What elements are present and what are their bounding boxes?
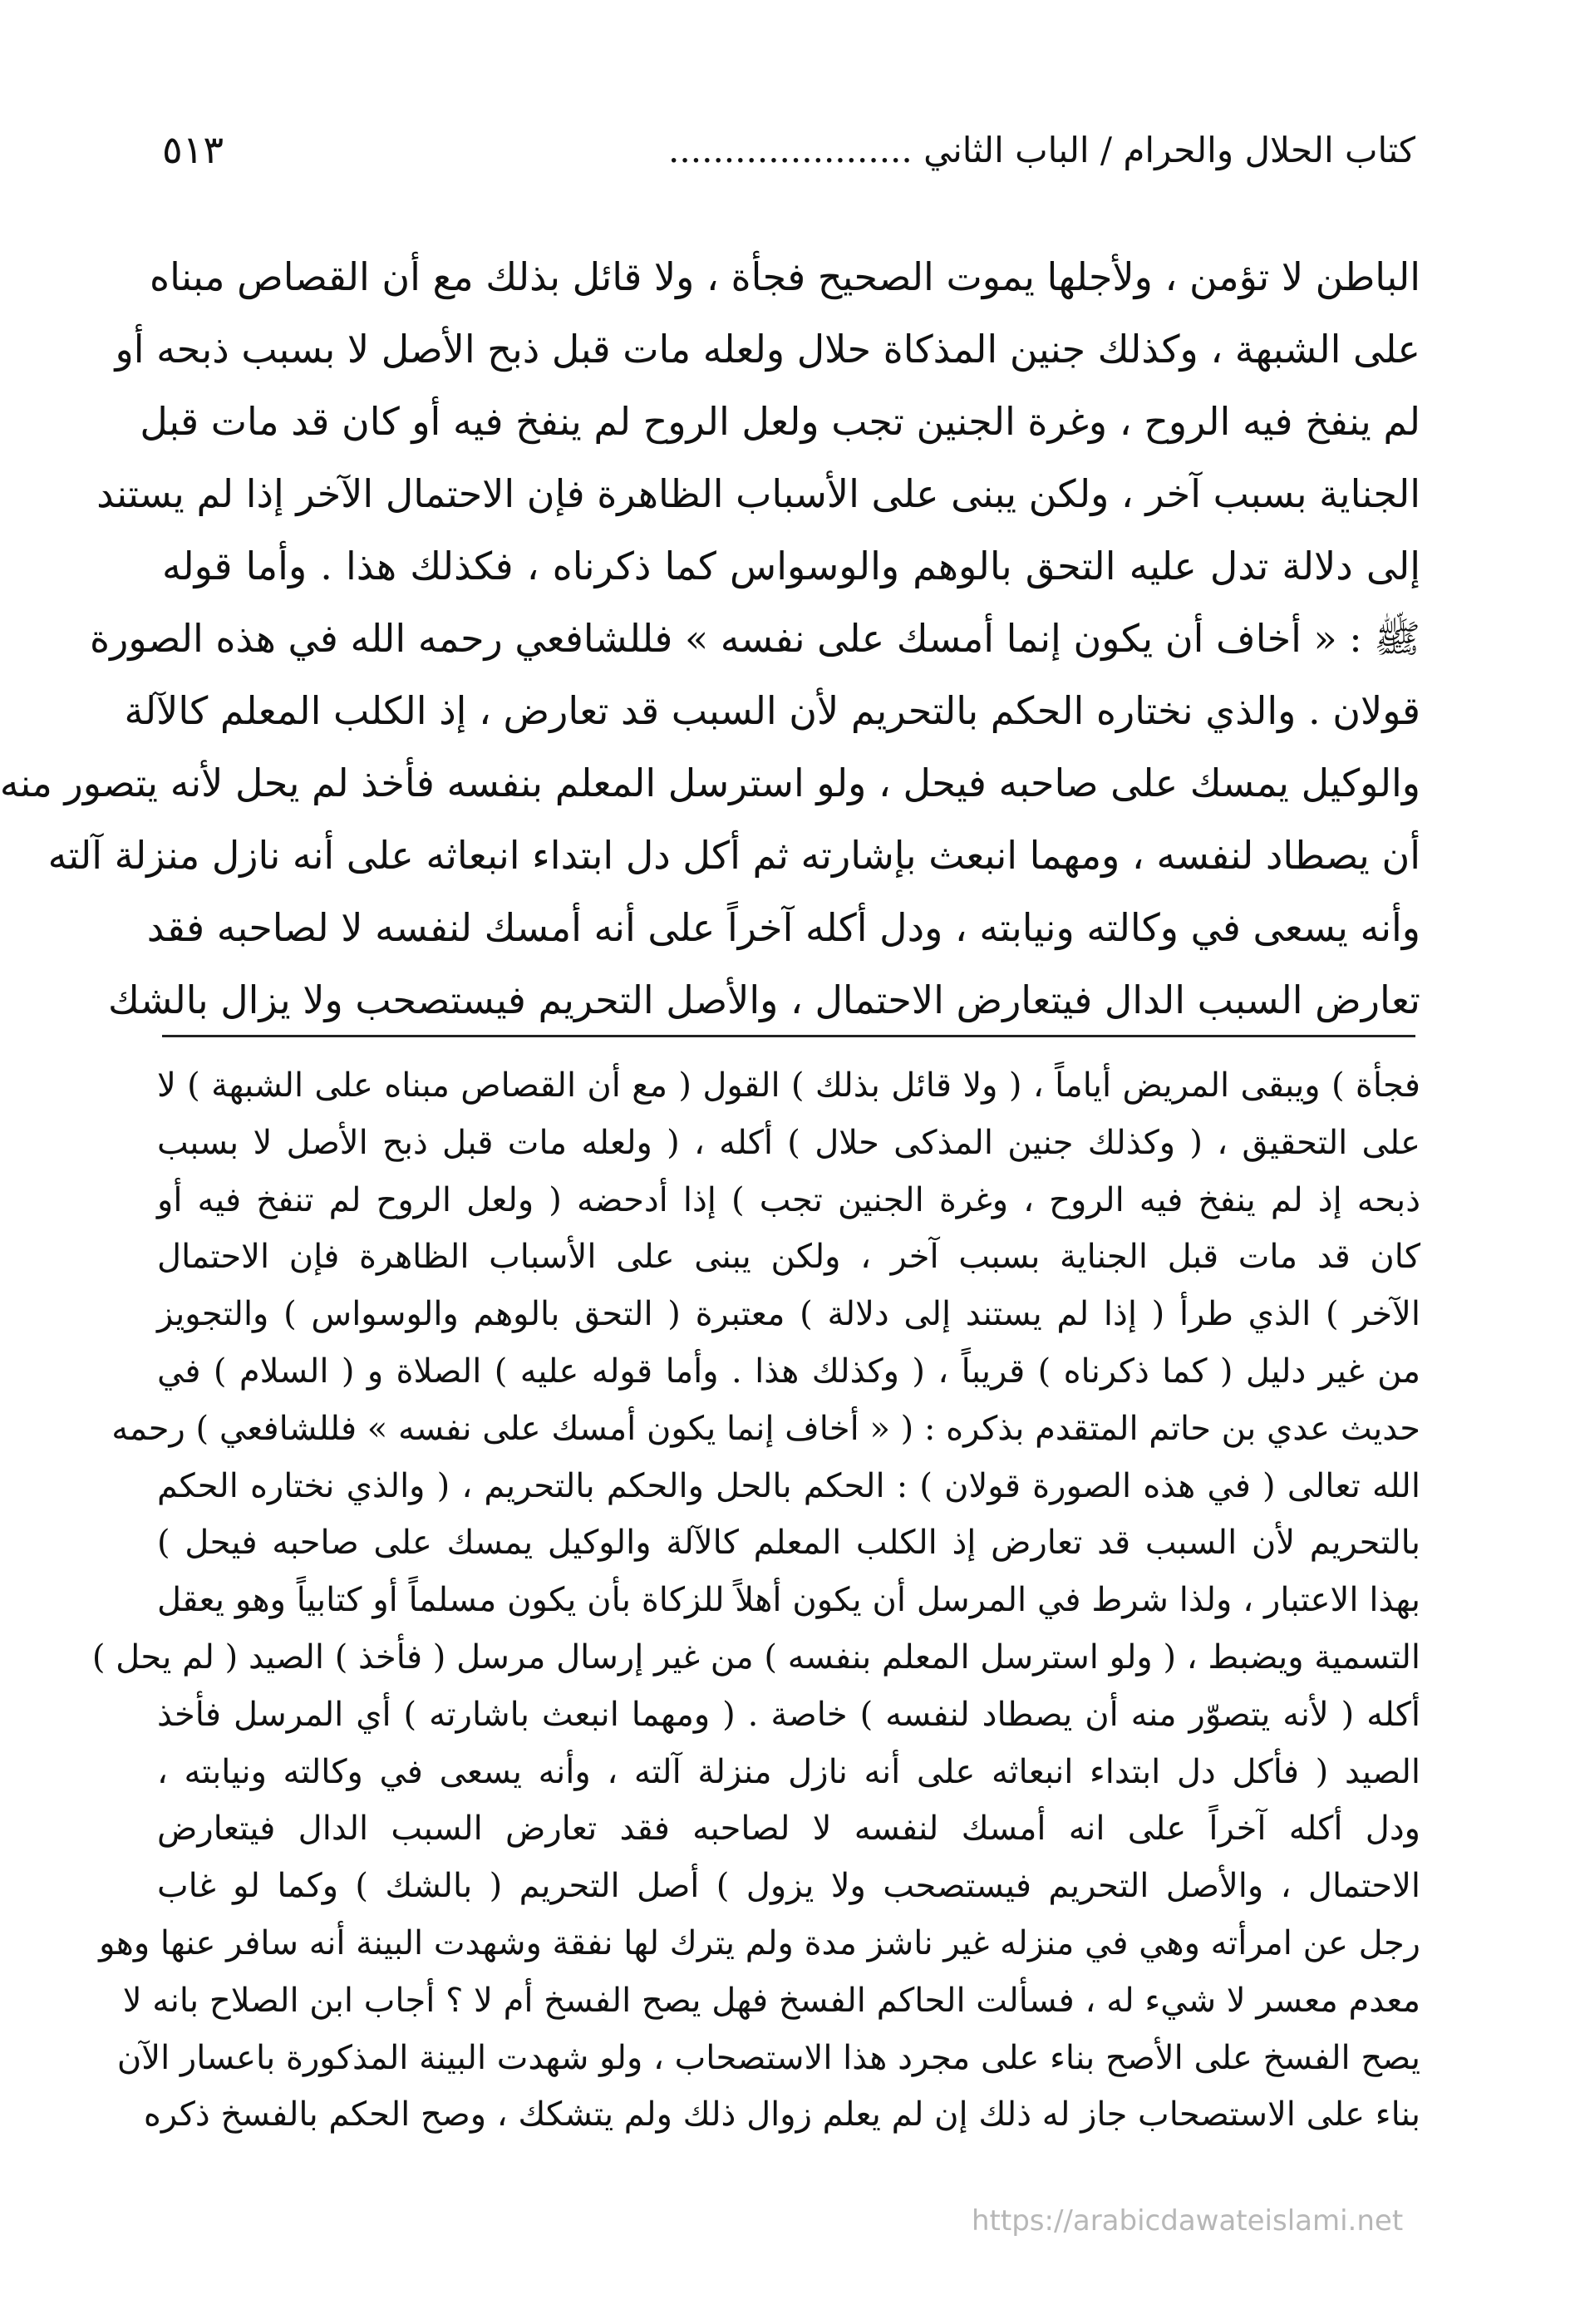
main-text-line: الجناية بسبب آخر ، ولكن يبنى على الأسباب الظاهرة فإن الاحتمال الآخر إذا لم يستند (96, 471, 1420, 516)
commentary-line: ذبحه إذ لم ينفخ فيه الروح ، وغرة الجنين تجب ) إذا أدحضه ( ولعل الروح لم تنفخ فيه أو (157, 1180, 1421, 1219)
main-text-line: قولان . والذي نختاره الحكم بالتحريم لأن السبب قد تعارض ، إذ الكلب المعلم كالآلة (124, 688, 1420, 733)
commentary-line: التسمية ويضبط ، ( ولو استرسل المعلم بنفسه ) من غير إرسال مرسل ( فأخذ ) الصيد ( لم يحل ) (91, 1637, 1420, 1677)
commentary-line: الصيد ( فأكل دل ابتداء انبعاثه على أنه نازل منزلة آلته ، وأنه يسعى في وكالته ونيابته ، (157, 1752, 1420, 1791)
commentary-line: بهذا الاعتبار ، ولذا شرط في المرسل أن يكون أهلاً للزكاة بأن يكون مسلماً أو كتابياً وهو يعقل (157, 1581, 1420, 1620)
main-text-line: على الشبهة ، وكذلك جنين المذكاة حلال ولعله مات قبل ذبح الأصل لا بسبب ذبحه أو (115, 327, 1420, 372)
page-header (162, 125, 1415, 175)
commentary-line: يصح الفسخ على الأصح بناء على مجرد هذا الاستصحاب ، ولو شهدت البينة المذكورة باعسار الآن (116, 2038, 1420, 2077)
section-divider (162, 1035, 1415, 1037)
commentary-line: ودل أكله آخراً على انه أمسك لنفسه لا لصاحبه فقد تعارض السبب الدال فيتعارض (157, 1809, 1420, 1849)
main-text-line: وأنه يسعى في وكالته ونيابته ، ودل أكله آخراً على أنه أمسك لنفسه لا لصاحبه فقد (146, 905, 1420, 950)
main-text-line: إلى دلالة تدل عليه التحق بالوهم والوسواس كما ذكرناه ، فكذلك هذا . وأما قوله (162, 544, 1420, 588)
commentary-line: كان قد مات قبل الجناية بسبب آخر ، ولكن يبنى على الأسباب الظاهرة فإن الاحتمال (157, 1238, 1420, 1277)
commentary-line: فجأة ) ويبقى المريض أياماً ، ( ولا قائل بذلك ) القول ( مع أن القصاص مبناه على الشبهة ) لا (157, 1066, 1420, 1105)
main-text-line: تعارض السبب الدال فيتعارض الاحتمال ، والأصل التحريم فيستصحب ولا يزال بالشك (107, 977, 1420, 1022)
page-number: ٥١٣ (162, 127, 224, 172)
commentary-line: بالتحريم لأن السبب قد تعارض إذ الكلب المعلم كالآلة والوكيل يمسك على صاحبه فيحل ) (157, 1524, 1420, 1563)
main-text-line: الباطن لا تؤمن ، ولأجلها يموت الصحيح فجأة ، ولا قائل بذلك مع أن القصاص مبناه (150, 254, 1420, 299)
main-text-line: والوكيل يمسك على صاحبه فيحل ، ولو استرسل المعلم بنفسه فأخذ لم يحل لأنه يتصور منه (0, 761, 1420, 805)
commentary-line: رجل عن امرأته وهي في منزله غير ناشز مدة ولم يترك لها نفقة وشهدت البينة أنه سافر عنها وهو (99, 1923, 1420, 1962)
commentary-line: على التحقيق ، ( وكذلك جنين المذكى حلال ) أكله ، ( ولعله مات قبل ذبح الأصل لا بسبب (157, 1123, 1420, 1162)
main-text (0, 241, 1420, 1036)
main-text-line: أن يصطاد لنفسه ، ومهما انبعث بإشارته ثم أكل دل ابتداء انبعاثه على أنه نازل منزلة آلته (47, 833, 1420, 878)
commentary-line: بناء على الاستصحاب جاز له ذلك إن لم يعلم زوال ذلك ولم يتشكك ، وصح الحكم بالفسخ ذكره (143, 2095, 1420, 2134)
commentary-line: الاحتمال ، والأصل التحريم فيستصحب ولا يزول ) أصل التحريم ( بالشك ) وكما لو غاب (157, 1867, 1421, 1906)
commentary-line: حديث عدي بن حاتم المتقدم بذكره : ( « أخاف إنما يكون أمسك على نفسه » فللشافعي ) رحمه (111, 1409, 1420, 1448)
running-title: كتاب الحلال والحرام / الباب الثاني ...................... (668, 129, 1415, 170)
main-text-line: ﷺ : « أخاف أن يكون إنما أمسك على نفسه » فللشافعي رحمه الله في هذه الصورة (90, 616, 1420, 661)
commentary-line: الله تعالى ( في هذه الصورة قولان ) : الحكم بالحل والحكم بالتحريم ، ( والذي نختاره الحكم (157, 1466, 1420, 1505)
commentary-line: معدم معسر لا شيء له ، فسألت الحاكم الفسخ فهل يصح الفسخ أم لا ؟ أجاب ابن الصلاح بانه لا (122, 1981, 1420, 2020)
commentary-line: من غير دليل ( كما ذكرناه ) قريباً ، ( وكذلك هذا . وأما قوله عليه ) الصلاة و ( السلام ) في (157, 1352, 1420, 1391)
watermark-url: https://arabicdawateislami.net (972, 2204, 1404, 2238)
commentary-line: أكله ( لأنه يتصوّر منه أن يصطاد لنفسه ) خاصة . ( ومهما انبعث باشارته ) أي المرسل فأخذ (157, 1695, 1420, 1734)
main-text-line: لم ينفخ فيه الروح ، وغرة الجنين تجب ولعل الروح لم ينفخ فيه أو كان قد مات قبل (140, 399, 1420, 444)
commentary-line: الآخر ) الذي طرأ ( إذا لم يستند إلى دلالة ) معتبرة ( التحق بالوهم والوسواس ) والتجويز (157, 1295, 1420, 1334)
commentary-text (91, 1057, 1421, 2144)
